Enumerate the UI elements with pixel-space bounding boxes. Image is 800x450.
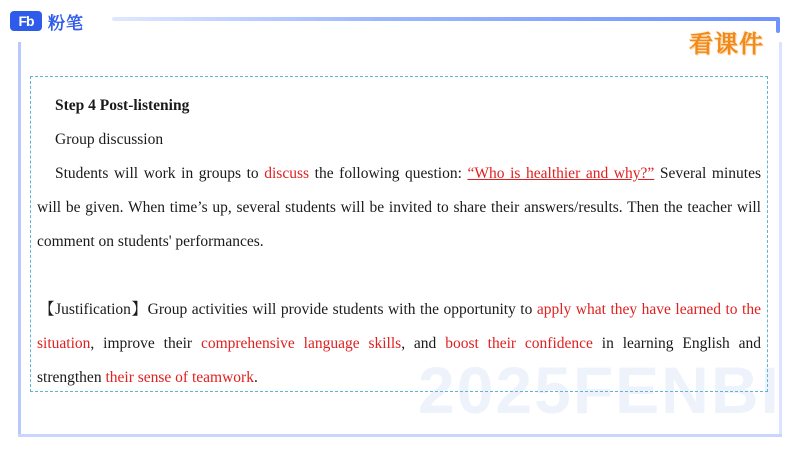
frame-left-line — [18, 42, 21, 436]
p1-text-1: Students will work in groups to — [55, 165, 265, 182]
logo-mark: Fb — [10, 11, 42, 31]
justification-label: 【Justification】 — [39, 301, 148, 318]
p1-highlight-discuss: discuss — [264, 165, 310, 182]
header-divider-end — [776, 17, 780, 33]
p2-highlight-apply: apply what they have learned to the situation — [37, 301, 761, 352]
p1-text-2: the following question: — [309, 165, 468, 182]
p2-text-2: , improve their — [90, 335, 201, 352]
p2-text-5: . — [253, 369, 258, 386]
watermark: 2025FENBI — [418, 353, 781, 427]
p1-highlight-question: “Who is healthier and why?” — [467, 165, 655, 182]
header-divider — [112, 17, 780, 21]
p2-highlight-teamwork: their sense of teamwork — [105, 369, 254, 386]
fenbi-logo — [10, 8, 84, 34]
step-heading: Step 4 Post-listening — [55, 97, 190, 114]
p2-text-1: Group activities will provide students with the opportunity to — [147, 301, 537, 318]
view-courseware-badge[interactable]: 看课件 — [689, 30, 764, 58]
p1-text-3: Several minutes will be given. When time’s up, several students will be invited to share their answers/results. Then the teacher will comment on students' performances. — [37, 165, 761, 250]
p2-highlight-confidence: boost their confidence — [445, 335, 593, 352]
logo-text: 粉笔 — [48, 13, 84, 34]
step-subheading: Group discussion — [55, 131, 164, 148]
procedure-paragraph — [37, 157, 761, 259]
paragraph-gap — [37, 259, 761, 293]
content-box — [30, 76, 768, 392]
justification-paragraph — [37, 293, 761, 392]
p2-text-3: , and — [401, 335, 446, 352]
p2-highlight-skills: comprehensive language skills — [200, 335, 402, 352]
frame-bottom-line — [18, 434, 782, 437]
p2-text-4: in learning English and strengthen — [37, 335, 761, 386]
